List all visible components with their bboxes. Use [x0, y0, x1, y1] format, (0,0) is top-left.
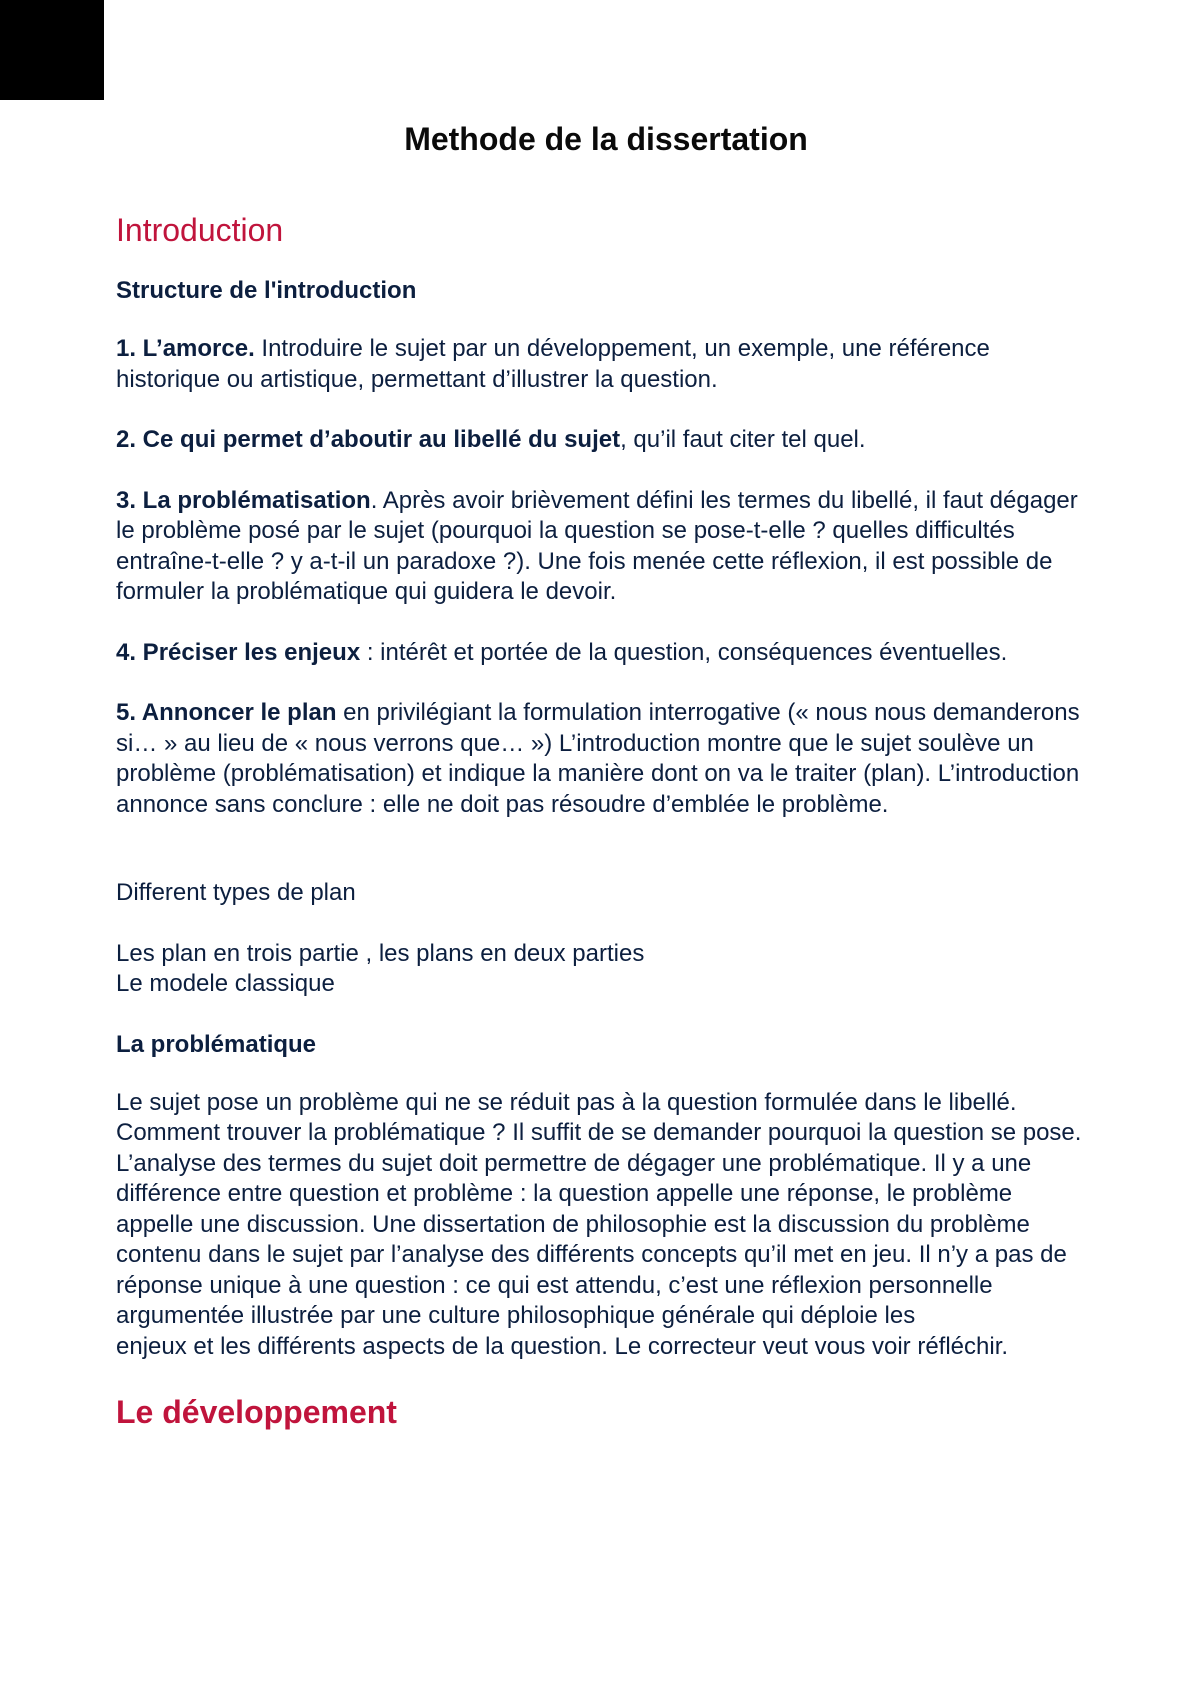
step-5-text: en privilégiant la formulation interrogative (« nous nous demanderons si… » au lieu de « nous verrons que… ») L’introduction montre que le sujet soulève un problème (problématisation) et indique la manière dont on va le traiter (plan). L’introduction annonce sans conclure : elle ne doit pas résoudre d’emblée le problème. — [116, 699, 1080, 818]
spacer — [116, 850, 1096, 878]
step-4-text: : intérêt et portée de la question, conséquences éventuelles. — [360, 638, 1008, 666]
structure-heading: Structure de l'introduction — [116, 277, 417, 304]
step-3-paragraph — [116, 486, 1096, 608]
step-1-lead: 1. L’amorce. — [116, 335, 255, 362]
step-2-text: , qu’il faut citer tel quel. — [620, 426, 866, 453]
document-page — [116, 118, 1096, 1458]
problematique-paragraph-1: Le sujet pose un problème qui ne se réduit pas à la question formulée dans le libellé. Comment trouver la problématique ? Il suffit de se demander pourquoi la question se pose. L’analyse des termes du sujet doit permettre de dégager une problématique. Il y a une différence entre question et problème : la question appelle une réponse, le problème appelle une discussion. Une dissertation de philosophie est la discussion du problème contenu dans le sujet par l’analyse des différents concepts qu’il met en jeu. Il n’y a pas de réponse unique à une question : ce qui est attendu, c’est une réflexion personnelle argumentée illustrée par une culture philosophique générale qui déploie les — [116, 1088, 1082, 1329]
problematique-heading: La problématique — [116, 1030, 317, 1058]
step-3-text: . Après avoir brièvement défini les termes du libellé, il faut dégager le problème posé par le sujet (pourquoi la question se pose-t-elle ? quelles difficultés entraîne-t-elle ? y a-t-il un paradoxe ?). Une fois menée cette réflexion, il est possible de formuler la problématique qui guidera le devoir. — [116, 486, 1078, 605]
step-1-paragraph — [116, 334, 1096, 395]
plan-types-label: Different types de plan — [116, 879, 356, 906]
step-3-lead: 3. La problématisation — [116, 486, 371, 514]
document-title: Methode de la dissertation — [404, 121, 808, 157]
plan-line-1: Les plan en trois partie , les plans en deux parties — [116, 939, 645, 967]
step-1-text: Introduire le sujet par un développement, un exemple, une référence historique ou artistique, permettant d’illustrer la question. — [116, 335, 990, 393]
intro-heading: Introduction — [116, 212, 284, 248]
corner-black-block — [0, 0, 104, 100]
step-4-lead: 4. Préciser les enjeux — [116, 638, 361, 666]
step-5-lead: 5. Annoncer le plan — [116, 699, 337, 726]
development-heading: Le développement — [116, 1394, 397, 1430]
step-5-paragraph — [116, 698, 1096, 820]
problematique-paragraph-2: enjeux et les différents aspects de la question. Le correcteur veut vous voir réfléchir. — [116, 1332, 1009, 1360]
step-2-lead: 2. Ce qui permet d’aboutir au libellé du sujet — [116, 426, 621, 453]
step-4-paragraph — [116, 638, 1096, 669]
step-2-paragraph — [116, 425, 1096, 456]
plan-line-2: Le modele classique — [116, 970, 335, 997]
